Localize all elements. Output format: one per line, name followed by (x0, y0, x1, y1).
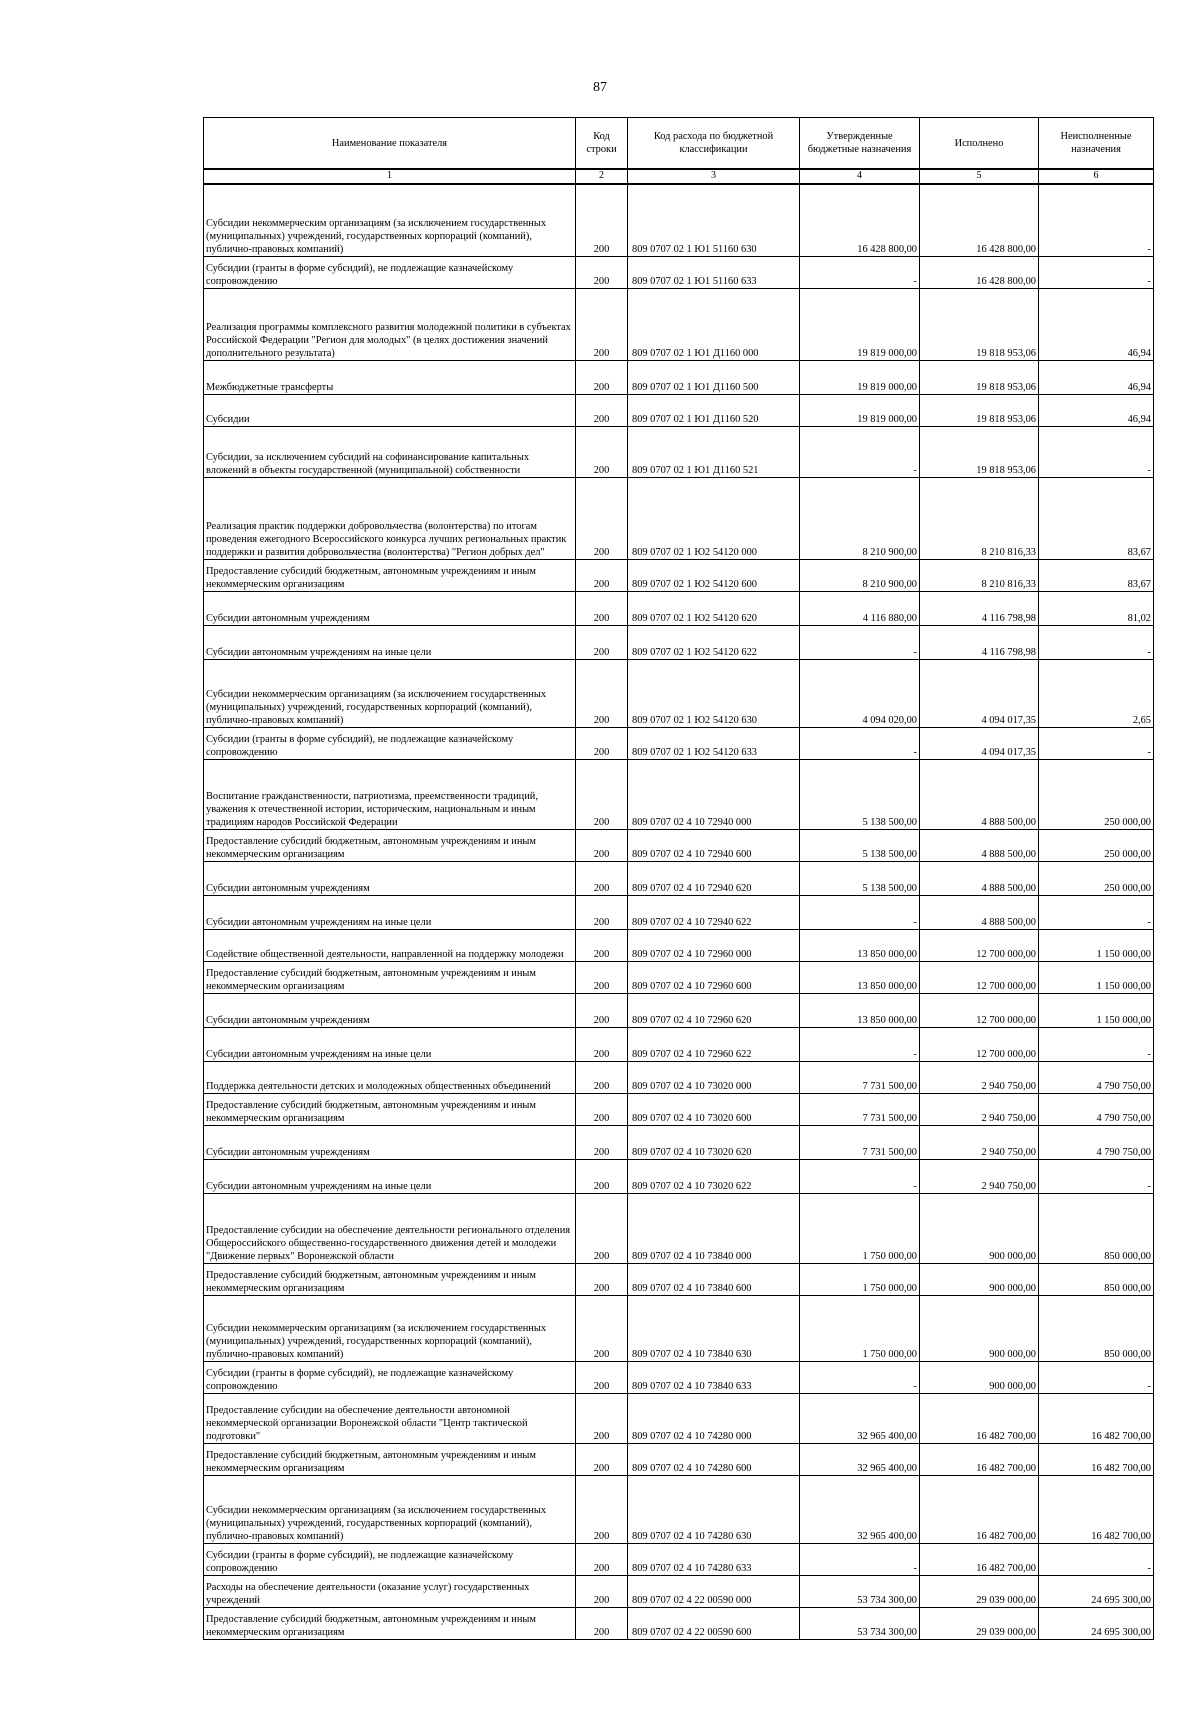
row-name: Реализация практик поддержки добровольчества (волонтерства) по итогам проведения ежегодного Всероссийского конкурса лучших региональных практик поддержки и развития добровольчества (волонтерства) "Регион добрых дел" (204, 477, 576, 559)
row-line-code: 200 (576, 1061, 628, 1093)
row-name: Субсидии некоммерческим организациям (за исключением государственных (муниципальных) учреждений, государственных корпораций (компаний), публично-правовых компаний) (204, 1475, 576, 1543)
row-executed: 12 700 000,00 (920, 1027, 1039, 1061)
row-executed: 4 888 500,00 (920, 861, 1039, 895)
row-executed: 4 116 798,98 (920, 591, 1039, 625)
row-budget-code: 809 0707 02 4 10 73840 000 (628, 1193, 800, 1263)
table-row (204, 759, 1154, 829)
row-budget-code: 809 0707 02 4 10 73020 600 (628, 1093, 800, 1125)
row-unexecuted: 1 150 000,00 (1039, 961, 1154, 993)
row-name: Предоставление субсидий бюджетным, автономным учреждениям и иным некоммерческим организациям (204, 1607, 576, 1639)
row-budget-code: 809 0707 02 1 Ю1 Д1160 500 (628, 360, 800, 394)
row-unexecuted: - (1039, 895, 1154, 929)
table-row (204, 1443, 1154, 1475)
row-approved: 8 210 900,00 (800, 477, 920, 559)
row-unexecuted: 250 000,00 (1039, 861, 1154, 895)
column-number: 6 (1039, 169, 1154, 184)
row-line-code: 200 (576, 625, 628, 659)
row-approved: 5 138 500,00 (800, 829, 920, 861)
row-name: Субсидии автономным учреждениям (204, 591, 576, 625)
row-executed: 19 818 953,06 (920, 360, 1039, 394)
table-row (204, 1027, 1154, 1061)
row-executed: 29 039 000,00 (920, 1607, 1039, 1639)
table-row (204, 1361, 1154, 1393)
table-row (204, 256, 1154, 288)
table-row (204, 1393, 1154, 1443)
row-budget-code: 809 0707 02 4 10 74280 000 (628, 1393, 800, 1443)
row-line-code: 200 (576, 394, 628, 426)
header-indicator-name: Наименование показателя (204, 118, 576, 170)
row-budget-code: 809 0707 02 1 Ю1 51160 630 (628, 184, 800, 256)
row-budget-code: 809 0707 02 4 10 73840 633 (628, 1361, 800, 1393)
row-budget-code: 809 0707 02 4 10 72940 600 (628, 829, 800, 861)
row-approved: 16 428 800,00 (800, 184, 920, 256)
row-line-code: 200 (576, 1443, 628, 1475)
row-line-code: 200 (576, 659, 628, 727)
table-row (204, 1193, 1154, 1263)
row-unexecuted: 4 790 750,00 (1039, 1061, 1154, 1093)
row-executed: 4 116 798,98 (920, 625, 1039, 659)
row-unexecuted: 2,65 (1039, 659, 1154, 727)
row-approved: 13 850 000,00 (800, 929, 920, 961)
row-budget-code: 809 0707 02 4 10 73020 620 (628, 1125, 800, 1159)
row-budget-code: 809 0707 02 4 10 74280 600 (628, 1443, 800, 1475)
row-name: Расходы на обеспечение деятельности (оказание услуг) государственных учреждений (204, 1575, 576, 1607)
row-unexecuted: 850 000,00 (1039, 1295, 1154, 1361)
row-unexecuted: 16 482 700,00 (1039, 1393, 1154, 1443)
row-line-code: 200 (576, 861, 628, 895)
row-approved: 1 750 000,00 (800, 1295, 920, 1361)
column-number: 3 (628, 169, 800, 184)
row-name: Субсидии (гранты в форме субсидий), не подлежащие казначейскому сопровождению (204, 1361, 576, 1393)
table-header (204, 118, 1154, 185)
row-line-code: 200 (576, 1607, 628, 1639)
row-executed: 16 482 700,00 (920, 1443, 1039, 1475)
row-unexecuted: - (1039, 256, 1154, 288)
row-name: Предоставление субсидий бюджетным, автономным учреждениям и иным некоммерческим организациям (204, 961, 576, 993)
row-approved: 5 138 500,00 (800, 759, 920, 829)
row-budget-code: 809 0707 02 4 10 74280 630 (628, 1475, 800, 1543)
row-budget-code: 809 0707 02 1 Ю1 51160 633 (628, 256, 800, 288)
row-unexecuted: 4 790 750,00 (1039, 1093, 1154, 1125)
budget-table-container (203, 117, 1153, 1640)
table-row (204, 1575, 1154, 1607)
table-row (204, 426, 1154, 477)
table-row (204, 1543, 1154, 1575)
table-row (204, 394, 1154, 426)
header-unexecuted: Неисполненные назначения (1039, 118, 1154, 170)
row-name: Субсидии автономным учреждениям (204, 1125, 576, 1159)
row-executed: 16 482 700,00 (920, 1393, 1039, 1443)
row-unexecuted: - (1039, 727, 1154, 759)
table-row (204, 961, 1154, 993)
row-approved: 19 819 000,00 (800, 288, 920, 360)
table-row (204, 1475, 1154, 1543)
row-budget-code: 809 0707 02 4 10 72940 622 (628, 895, 800, 929)
header-budget-code: Код расхода по бюджетной классификации (628, 118, 800, 170)
table-row (204, 829, 1154, 861)
row-line-code: 200 (576, 1193, 628, 1263)
row-executed: 16 482 700,00 (920, 1475, 1039, 1543)
row-approved: 19 819 000,00 (800, 360, 920, 394)
row-budget-code: 809 0707 02 4 22 00590 600 (628, 1607, 800, 1639)
row-line-code: 200 (576, 360, 628, 394)
row-name: Субсидии (гранты в форме субсидий), не подлежащие казначейскому сопровождению (204, 256, 576, 288)
row-approved: 32 965 400,00 (800, 1475, 920, 1543)
row-approved: 1 750 000,00 (800, 1193, 920, 1263)
row-budget-code: 809 0707 02 4 10 74280 633 (628, 1543, 800, 1575)
row-unexecuted: 46,94 (1039, 288, 1154, 360)
row-line-code: 200 (576, 1295, 628, 1361)
row-line-code: 200 (576, 184, 628, 256)
row-unexecuted: - (1039, 1361, 1154, 1393)
row-approved: 7 731 500,00 (800, 1093, 920, 1125)
row-budget-code: 809 0707 02 4 10 72960 620 (628, 993, 800, 1027)
row-line-code: 200 (576, 1575, 628, 1607)
row-name: Предоставление субсидии на обеспечение деятельности автономной некоммерческой организации Воронежской области "Центр тактической подготовки" (204, 1393, 576, 1443)
row-name: Предоставление субсидий бюджетным, автономным учреждениям и иным некоммерческим организациям (204, 1443, 576, 1475)
row-executed: 4 888 500,00 (920, 759, 1039, 829)
row-executed: 8 210 816,33 (920, 559, 1039, 591)
row-executed: 900 000,00 (920, 1263, 1039, 1295)
row-unexecuted: - (1039, 184, 1154, 256)
row-unexecuted: 4 790 750,00 (1039, 1125, 1154, 1159)
row-budget-code: 809 0707 02 1 Ю2 54120 620 (628, 591, 800, 625)
header-approved: Утвержденные бюджетные назначения (800, 118, 920, 170)
row-line-code: 200 (576, 1027, 628, 1061)
table-row (204, 659, 1154, 727)
row-executed: 2 940 750,00 (920, 1159, 1039, 1193)
row-approved: 13 850 000,00 (800, 993, 920, 1027)
row-unexecuted: 850 000,00 (1039, 1263, 1154, 1295)
row-budget-code: 809 0707 02 1 Ю2 54120 622 (628, 625, 800, 659)
table-row (204, 1295, 1154, 1361)
row-approved: - (800, 625, 920, 659)
row-unexecuted: - (1039, 1543, 1154, 1575)
row-approved: - (800, 1159, 920, 1193)
row-name: Субсидии некоммерческим организациям (за исключением государственных (муниципальных) учреждений, государственных корпораций (компаний), публично-правовых компаний) (204, 1295, 576, 1361)
table-row (204, 477, 1154, 559)
row-approved: 4 094 020,00 (800, 659, 920, 727)
row-name: Субсидии некоммерческим организациям (за исключением государственных (муниципальных) учреждений, государственных корпораций (компаний), публично-правовых компаний) (204, 659, 576, 727)
table-row (204, 1607, 1154, 1639)
row-name: Воспитание гражданственности, патриотизма, преемственности традиций, уважения к отечественной истории, историческим, национальным и иным традициям народов Российской Федерации (204, 759, 576, 829)
row-line-code: 200 (576, 1393, 628, 1443)
row-approved: 4 116 880,00 (800, 591, 920, 625)
row-name: Субсидии автономным учреждениям на иные цели (204, 625, 576, 659)
row-line-code: 200 (576, 1093, 628, 1125)
table-row (204, 184, 1154, 256)
row-line-code: 200 (576, 727, 628, 759)
table-row (204, 895, 1154, 929)
row-line-code: 200 (576, 559, 628, 591)
row-line-code: 200 (576, 1263, 628, 1295)
row-line-code: 200 (576, 993, 628, 1027)
row-unexecuted: - (1039, 1027, 1154, 1061)
table-row (204, 591, 1154, 625)
row-budget-code: 809 0707 02 4 10 73840 600 (628, 1263, 800, 1295)
row-approved: - (800, 1543, 920, 1575)
column-number: 1 (204, 169, 576, 184)
row-unexecuted: 250 000,00 (1039, 759, 1154, 829)
row-executed: 900 000,00 (920, 1193, 1039, 1263)
row-approved: 7 731 500,00 (800, 1125, 920, 1159)
row-line-code: 200 (576, 1361, 628, 1393)
row-executed: 16 482 700,00 (920, 1543, 1039, 1575)
row-executed: 12 700 000,00 (920, 993, 1039, 1027)
row-unexecuted: 1 150 000,00 (1039, 929, 1154, 961)
row-executed: 4 094 017,35 (920, 659, 1039, 727)
row-executed: 19 818 953,06 (920, 426, 1039, 477)
row-unexecuted: 16 482 700,00 (1039, 1475, 1154, 1543)
row-name: Субсидии автономным учреждениям на иные цели (204, 1159, 576, 1193)
row-name: Субсидии автономным учреждениям (204, 861, 576, 895)
row-name: Предоставление субсидий бюджетным, автономным учреждениям и иным некоммерческим организациям (204, 1093, 576, 1125)
row-executed: 16 428 800,00 (920, 184, 1039, 256)
row-line-code: 200 (576, 929, 628, 961)
table-row (204, 360, 1154, 394)
row-name: Предоставление субсидий бюджетным, автономным учреждениям и иным некоммерческим организациям (204, 829, 576, 861)
row-line-code: 200 (576, 829, 628, 861)
row-approved: 19 819 000,00 (800, 394, 920, 426)
row-budget-code: 809 0707 02 4 10 72960 622 (628, 1027, 800, 1061)
row-name: Субсидии, за исключением субсидий на софинансирование капитальных вложений в объекты государственной (муниципальной) собственности (204, 426, 576, 477)
row-approved: 32 965 400,00 (800, 1393, 920, 1443)
row-approved: - (800, 1027, 920, 1061)
row-approved: - (800, 426, 920, 477)
row-line-code: 200 (576, 1475, 628, 1543)
row-budget-code: 809 0707 02 4 10 72940 620 (628, 861, 800, 895)
row-unexecuted: 850 000,00 (1039, 1193, 1154, 1263)
row-name: Реализация программы комплексного развития молодежной политики в субъектах Российской Федерации "Регион для молодых" (в целях достижения значений дополнительного результата) (204, 288, 576, 360)
page-number: 87 (593, 80, 607, 95)
column-number: 2 (576, 169, 628, 184)
row-line-code: 200 (576, 1159, 628, 1193)
row-executed: 8 210 816,33 (920, 477, 1039, 559)
row-approved: 8 210 900,00 (800, 559, 920, 591)
row-approved: 53 734 300,00 (800, 1607, 920, 1639)
row-budget-code: 809 0707 02 1 Ю2 54120 600 (628, 559, 800, 591)
row-approved: 53 734 300,00 (800, 1575, 920, 1607)
row-budget-code: 809 0707 02 1 Ю1 Д1160 521 (628, 426, 800, 477)
row-budget-code: 809 0707 02 4 10 72960 000 (628, 929, 800, 961)
row-budget-code: 809 0707 02 4 10 73020 622 (628, 1159, 800, 1193)
row-name: Субсидии (204, 394, 576, 426)
row-approved: 5 138 500,00 (800, 861, 920, 895)
row-name: Субсидии некоммерческим организациям (за исключением государственных (муниципальных) учреждений, государственных корпораций (компаний), публично-правовых компаний) (204, 184, 576, 256)
row-line-code: 200 (576, 426, 628, 477)
row-line-code: 200 (576, 759, 628, 829)
row-budget-code: 809 0707 02 4 10 72960 600 (628, 961, 800, 993)
row-executed: 19 818 953,06 (920, 288, 1039, 360)
row-budget-code: 809 0707 02 1 Ю2 54120 630 (628, 659, 800, 727)
table-row (204, 1093, 1154, 1125)
row-approved: - (800, 256, 920, 288)
row-approved: - (800, 1361, 920, 1393)
row-name: Субсидии автономным учреждениям на иные цели (204, 1027, 576, 1061)
row-line-code: 200 (576, 477, 628, 559)
row-executed: 2 940 750,00 (920, 1093, 1039, 1125)
budget-execution-table (203, 117, 1154, 1640)
row-line-code: 200 (576, 591, 628, 625)
row-executed: 2 940 750,00 (920, 1061, 1039, 1093)
row-executed: 900 000,00 (920, 1361, 1039, 1393)
table-row (204, 993, 1154, 1027)
row-approved: 32 965 400,00 (800, 1443, 920, 1475)
row-name: Субсидии автономным учреждениям на иные цели (204, 895, 576, 929)
row-unexecuted: 250 000,00 (1039, 829, 1154, 861)
row-executed: 2 940 750,00 (920, 1125, 1039, 1159)
row-executed: 16 428 800,00 (920, 256, 1039, 288)
row-name: Предоставление субсидий бюджетным, автономным учреждениям и иным некоммерческим организациям (204, 559, 576, 591)
row-name: Предоставление субсидий бюджетным, автономным учреждениям и иным некоммерческим организациям (204, 1263, 576, 1295)
column-number: 4 (800, 169, 920, 184)
row-name: Межбюджетные трансферты (204, 360, 576, 394)
row-unexecuted: - (1039, 625, 1154, 659)
row-budget-code: 809 0707 02 1 Ю1 Д1160 520 (628, 394, 800, 426)
row-executed: 29 039 000,00 (920, 1575, 1039, 1607)
row-name: Содействие общественной деятельности, направленной на поддержку молодежи (204, 929, 576, 961)
row-unexecuted: 46,94 (1039, 360, 1154, 394)
row-unexecuted: - (1039, 426, 1154, 477)
row-name: Предоставление субсидии на обеспечение деятельности регионального отделения Общероссийского общественно-государственного движения детей и молодежи "Движение первых" Воронежской области (204, 1193, 576, 1263)
row-unexecuted: 16 482 700,00 (1039, 1443, 1154, 1475)
row-unexecuted: 83,67 (1039, 559, 1154, 591)
row-unexecuted: 46,94 (1039, 394, 1154, 426)
row-budget-code: 809 0707 02 4 10 73840 630 (628, 1295, 800, 1361)
table-row (204, 1263, 1154, 1295)
row-unexecuted: 81,02 (1039, 591, 1154, 625)
row-executed: 900 000,00 (920, 1295, 1039, 1361)
row-executed: 19 818 953,06 (920, 394, 1039, 426)
header-line-code: Код строки (576, 118, 628, 170)
row-approved: 7 731 500,00 (800, 1061, 920, 1093)
row-line-code: 200 (576, 1125, 628, 1159)
table-row (204, 625, 1154, 659)
column-number: 5 (920, 169, 1039, 184)
row-unexecuted: - (1039, 1159, 1154, 1193)
row-budget-code: 809 0707 02 4 10 73020 000 (628, 1061, 800, 1093)
row-name: Поддержка деятельности детских и молодежных общественных объединений (204, 1061, 576, 1093)
table-row (204, 1159, 1154, 1193)
row-executed: 4 094 017,35 (920, 727, 1039, 759)
row-name: Субсидии автономным учреждениям (204, 993, 576, 1027)
row-executed: 4 888 500,00 (920, 895, 1039, 929)
row-unexecuted: 83,67 (1039, 477, 1154, 559)
table-row (204, 559, 1154, 591)
row-approved: - (800, 727, 920, 759)
table-body (204, 184, 1154, 1639)
row-budget-code: 809 0707 02 1 Ю2 54120 633 (628, 727, 800, 759)
row-name: Субсидии (гранты в форме субсидий), не подлежащие казначейскому сопровождению (204, 727, 576, 759)
row-unexecuted: 1 150 000,00 (1039, 993, 1154, 1027)
row-line-code: 200 (576, 895, 628, 929)
row-executed: 4 888 500,00 (920, 829, 1039, 861)
table-row (204, 929, 1154, 961)
row-unexecuted: 24 695 300,00 (1039, 1607, 1154, 1639)
row-budget-code: 809 0707 02 1 Ю1 Д1160 000 (628, 288, 800, 360)
row-executed: 12 700 000,00 (920, 929, 1039, 961)
row-approved: 1 750 000,00 (800, 1263, 920, 1295)
row-line-code: 200 (576, 288, 628, 360)
row-line-code: 200 (576, 961, 628, 993)
row-name: Субсидии (гранты в форме субсидий), не подлежащие казначейскому сопровождению (204, 1543, 576, 1575)
row-executed: 12 700 000,00 (920, 961, 1039, 993)
row-budget-code: 809 0707 02 4 10 72940 000 (628, 759, 800, 829)
row-unexecuted: 24 695 300,00 (1039, 1575, 1154, 1607)
row-line-code: 200 (576, 1543, 628, 1575)
table-row (204, 1125, 1154, 1159)
row-approved: 13 850 000,00 (800, 961, 920, 993)
table-row (204, 1061, 1154, 1093)
row-line-code: 200 (576, 256, 628, 288)
header-executed: Исполнено (920, 118, 1039, 170)
table-row (204, 727, 1154, 759)
table-row (204, 288, 1154, 360)
row-approved: - (800, 895, 920, 929)
row-budget-code: 809 0707 02 4 22 00590 000 (628, 1575, 800, 1607)
row-budget-code: 809 0707 02 1 Ю2 54120 000 (628, 477, 800, 559)
table-row (204, 861, 1154, 895)
